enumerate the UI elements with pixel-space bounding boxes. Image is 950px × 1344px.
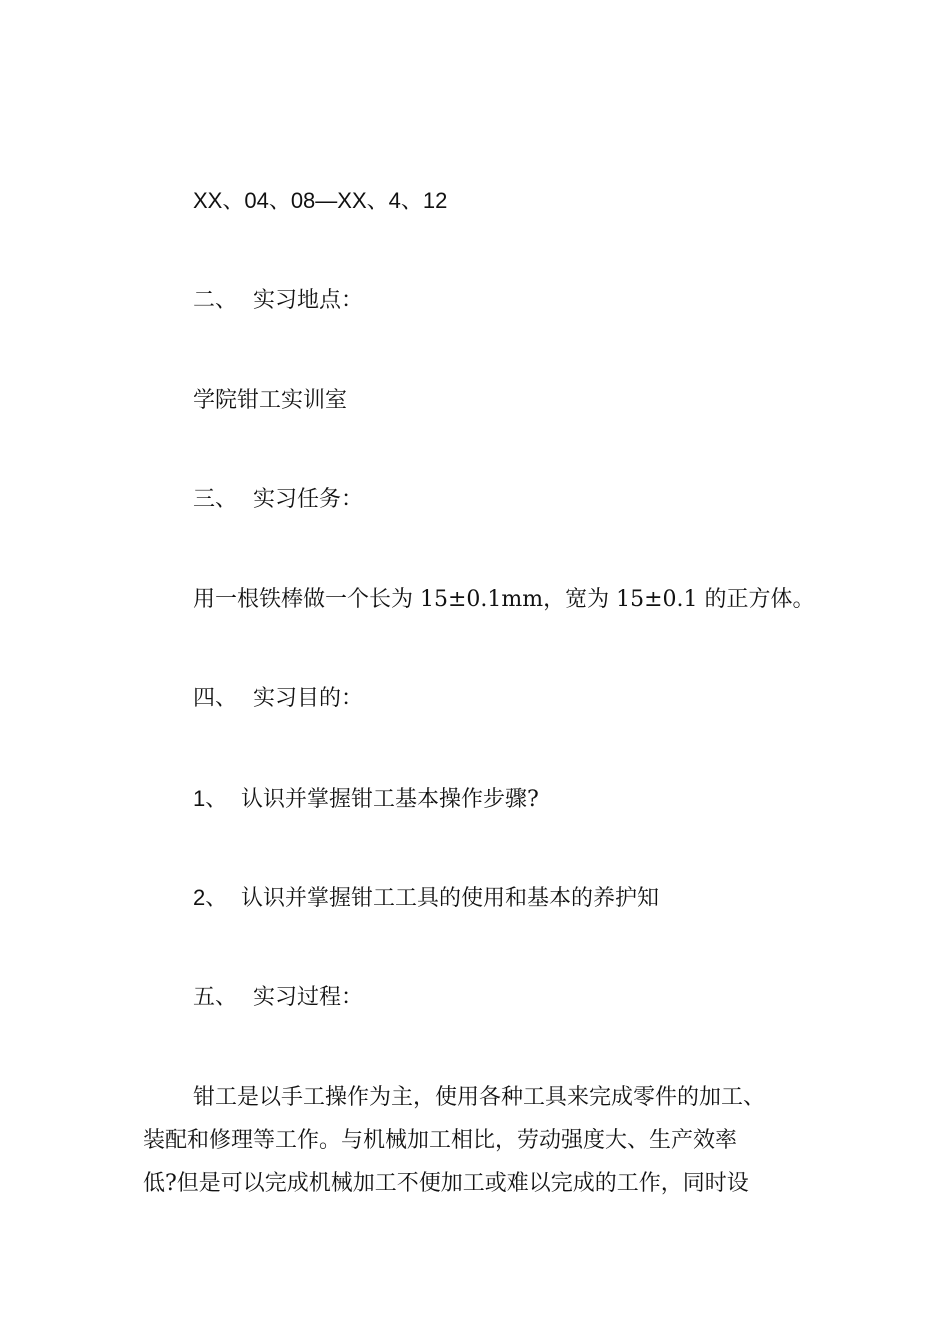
goal-number: 2、 (193, 885, 228, 910)
goal-text: 认识并掌握钳工工具的使用和基本的养护知 (241, 886, 660, 911)
section-heading-task (193, 485, 363, 515)
section-title: 实习地点： (253, 288, 364, 313)
section-number: 五、 (193, 985, 238, 1010)
section-number: 三、 (193, 487, 238, 512)
date-range: XX、04、08—XX、4、12 (193, 188, 448, 213)
section-number: 二、 (193, 288, 238, 313)
section-number: 四、 (193, 686, 238, 711)
paragraph-line: 低?但是可以完成机械加工不便加工或难以完成的工作，同时设 (143, 1171, 749, 1196)
section-title: 实习任务： (253, 487, 364, 512)
paragraph-line: 装配和修理等工作。与机械加工相比，劳动强度大、生产效率 (143, 1128, 738, 1153)
goal-text: 认识并掌握钳工基本操作步骤? (241, 787, 539, 812)
process-paragraph (143, 1076, 833, 1205)
section-heading-location (193, 286, 363, 316)
goal-item (193, 784, 539, 815)
paragraph-line: 钳工是以手工操作为主，使用各种工具来完成零件的加工、 (193, 1085, 766, 1110)
task-text: 用一根铁棒做一个长为 15±0.1mm，宽为 15±0.1 的正方体。 (193, 587, 815, 612)
goal-number: 1、 (193, 786, 228, 811)
location-text: 学院钳工实训室 (193, 388, 348, 413)
goal-item (193, 883, 659, 914)
section-title: 实习目的： (253, 686, 364, 711)
section-heading-process (193, 983, 363, 1013)
section-title: 实习过程： (253, 985, 364, 1010)
section-heading-goals (193, 684, 363, 714)
